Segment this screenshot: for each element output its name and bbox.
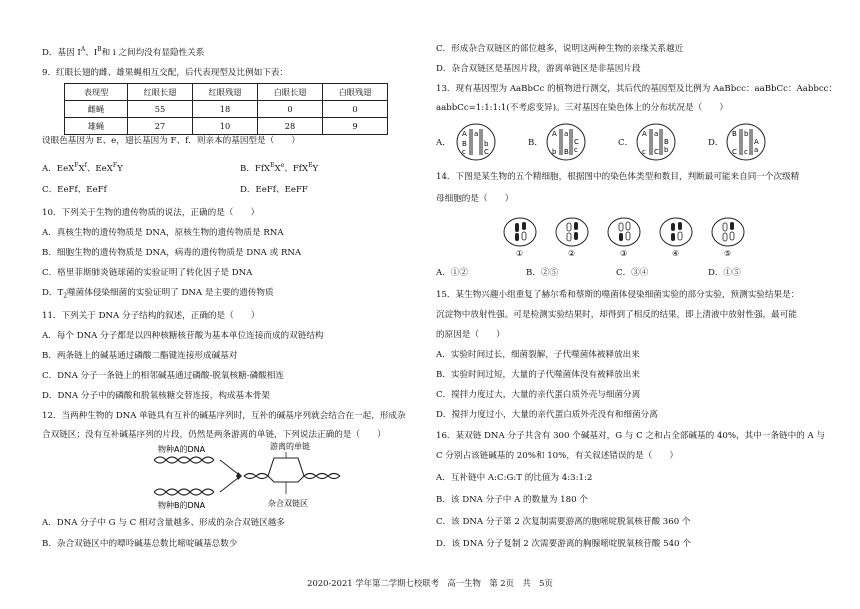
- q16-option-a: A．互补链中 A:C:G:T 的比值为 4:3:1:2: [436, 473, 593, 483]
- q13-cell-d: [724, 122, 768, 162]
- q9-option-c: C．EeFf、EeFf: [42, 185, 107, 195]
- q8-option-d: D．基因 $I^A$、$I^B$和 i 之间均没有显隐性关系: [42, 46, 205, 58]
- q14-option-c: C．③④: [616, 268, 649, 278]
- q10-option-a: A．真核生物的遗传物质是 DNA，原核生物的遗传物质是 RNA: [42, 228, 284, 238]
- figure-label-free: 游离的单链: [270, 442, 310, 451]
- q9-cell: 28: [258, 118, 323, 135]
- svg-text:B: B: [664, 138, 669, 146]
- cell-label: ①: [516, 249, 524, 258]
- svg-text:A: A: [754, 138, 759, 146]
- cell-label: ③: [620, 249, 628, 258]
- q9-cell: 0: [258, 101, 323, 118]
- q12-stem-line1: 12．当两种生物的 DNA 单链具有互补的碱基序列时，互补的碱基序列就会结合在一起，形成杂: [42, 411, 406, 421]
- q12-option-c: C．形成杂合双链区的部位越多，说明这两种生物的亲缘关系越近: [436, 44, 684, 54]
- q13-option-d: D．: [708, 138, 724, 148]
- q13-stem-line2: aabbCc=1:1:1:1(不考虑变异)。三对基因在染色体上的分布状况是（ ）: [436, 103, 728, 113]
- svg-text:c: c: [642, 148, 646, 156]
- q12-option-a: A．DNA 分子中 G 与 C 相对含量越多、形成的杂合双链区越多: [42, 518, 285, 528]
- q11-option-a: A．每个 DNA 分子都是以四种核糖核苷酸为基本单位连接而成的双链结构: [42, 331, 324, 341]
- svg-text:A: A: [462, 130, 467, 138]
- svg-text:a: a: [754, 146, 759, 154]
- q11-option-c: C．DNA 分子一条链上的相邻碱基通过磷酸-脱氧核糖-磷酸相连: [42, 371, 284, 381]
- svg-text:C: C: [654, 148, 659, 156]
- q15-option-d: D．搅拌力度过小，大量的亲代蛋白质外壳没有和细菌分离: [436, 410, 658, 420]
- q9-header-cell: 红眼残翅: [193, 84, 258, 101]
- q10-option-b: B．细胞生物的遗传物质是 DNA，病毒的遗传物质是 DNA 或 RNA: [42, 248, 302, 258]
- q10-option-d: D．$T_2$噬菌体侵染细菌的实验证明了 DNA 是主要的遗传物质: [42, 288, 274, 300]
- q15-option-a: A．实验时间过长，细菌裂解，子代噬菌体被释放出来: [436, 350, 640, 360]
- q15-option-c: C．搅拌力度过大，大量的亲代蛋白质外壳与细菌分离: [436, 390, 641, 400]
- q14-option-b: B．②⑤: [526, 268, 559, 278]
- q12-option-b: B．杂合双链区中的嘌呤碱基总数比嘧啶碱基总数少: [42, 539, 238, 549]
- q9-option-a: A．$EeX^FX^f$、EeX$^F$Y: [42, 162, 123, 174]
- q9-cell: 18: [193, 101, 258, 118]
- q13-option-a: A．: [436, 138, 451, 148]
- q12-option-d: D．杂合双链区是基因片段，游离单链区是非基因片段: [436, 64, 641, 74]
- sperm-cell-5: [712, 218, 744, 258]
- q9-header-cell: 表现型: [65, 84, 128, 101]
- figure-label-hybrid: 杂合双链区: [268, 499, 308, 508]
- q9-option-b: B．FfX$^E$Xe、FfX$^E$Y: [240, 162, 319, 174]
- svg-text:c: c: [462, 148, 466, 156]
- sperm-cell-4: [660, 218, 692, 258]
- q9-option-d: D．EeFf、EeFF: [240, 185, 308, 195]
- svg-text:B: B: [564, 148, 569, 156]
- q14-stem-line1: 14．下图是某生物的五个精细胞，根据图中的染色体类型和数目，判断最可能来自同一个次级精: [436, 172, 800, 182]
- q9-stem: 9．红眼长翅的雌、雄果蝇相互交配，后代表现型及比例如下表：: [42, 68, 289, 78]
- q10-option-c: C．格里菲斯肺炎链球菌的实验证明了转化因子是 DNA: [42, 268, 253, 278]
- q14-stem-line2: 母细胞的是（ ）: [436, 194, 514, 204]
- q9-cell: 27: [128, 118, 193, 135]
- cell-label: ⑤: [724, 249, 732, 258]
- svg-text:a: a: [564, 130, 569, 138]
- svg-text:a: a: [474, 130, 479, 138]
- q14-option-a: A．①②: [436, 268, 468, 278]
- svg-text:a: a: [654, 130, 659, 138]
- q11-option-b: B．两条链上的碱基通过磷酸二酯键连接形成碱基对: [42, 351, 238, 361]
- q16-option-b: B．该 DNA 分子中 A 的数量为 180 个: [436, 495, 588, 505]
- svg-text:C: C: [574, 138, 579, 146]
- q13-option-c: C．: [618, 138, 634, 148]
- q15-stem-line1: 15．某生物兴趣小组重复了赫尔希和蔡斯的噬菌体侵染细菌实验的部分实验，预测实验结果是：: [436, 290, 800, 300]
- q13-cell-a: [454, 122, 498, 162]
- svg-text:B: B: [732, 130, 737, 138]
- q15-stem-line3: 的原因是（ ）: [436, 330, 505, 340]
- q13-option-b: B．: [528, 138, 543, 148]
- svg-text:b: b: [484, 140, 489, 148]
- q9-header-cell: 白眼长翅: [258, 84, 323, 101]
- sperm-cells-figure: [498, 214, 758, 258]
- cell-label: ②: [568, 249, 576, 258]
- q13-stem-line1: 13．现有基因型为 AaBbCc 的植物进行测交，其后代的基因型及比例为 AaBbcc：aaBbCc：Aabbcc：: [436, 84, 838, 94]
- page-footer: 2020-2021 学年第二学期七校联考 高一生物 第 2页 共 5页: [307, 578, 553, 588]
- q9-header-cell: 红眼长翅: [128, 84, 193, 101]
- svg-text:A: A: [552, 130, 557, 138]
- svg-text:c: c: [744, 148, 748, 156]
- q14-option-d: D．①⑤: [708, 268, 741, 278]
- q12-stem-line2: 合双链区；没有互补碱基序列的片段，仍然是两条游离的单链，下列说法正确的是（ ）: [42, 430, 386, 440]
- sperm-cell-1: [504, 218, 536, 258]
- svg-text:A: A: [642, 130, 647, 138]
- svg-text:b: b: [664, 146, 669, 154]
- sperm-cell-2: [556, 218, 588, 258]
- q16-option-d: D．该 DNA 分子复制 2 次需要游离的胸腺嘧啶脱氧核苷酸 540 个: [436, 539, 691, 549]
- q9-cell: 10: [193, 118, 258, 135]
- q11-stem: 11．下列关于 DNA 分子结构的叙述，正确的是（ ）: [42, 311, 260, 321]
- q13-cell-b: [544, 122, 588, 162]
- cell-label: ④: [672, 249, 680, 258]
- figure-label-species-a: 物种A的DNA: [158, 445, 206, 454]
- q11-option-d: D．DNA 分子中的磷酸和脱氧核糖交替连接，构成基本骨架: [42, 391, 270, 401]
- svg-text:c: c: [574, 146, 578, 154]
- q9-cell: 9: [323, 118, 388, 135]
- svg-text:C: C: [732, 148, 737, 156]
- figure-label-species-b: 物种B的DNA: [158, 501, 206, 510]
- svg-text:b: b: [552, 148, 557, 156]
- q16-stem-line1: 16．某双链 DNA 分子共含有 300 个碱基对，G 与 C 之和占全部碱基的 40%，其中一条链中的 A 与: [436, 431, 826, 441]
- q16-stem-line2: C 分别占该链碱基的 20%和 10%，有关叙述错误的是（ ）: [436, 451, 679, 461]
- q9-cell: 雄蝇: [65, 118, 128, 135]
- svg-text:C: C: [484, 148, 489, 156]
- q16-option-c: C．该 DNA 分子第 2 次复制需要游离的胞嘧啶脱氧核苷酸 360 个: [436, 517, 691, 527]
- dna-hybrid-figure: [152, 440, 352, 512]
- svg-text:B: B: [462, 140, 467, 148]
- q15-option-b: B．实验时间过短，大量的子代噬菌体没有被释放出来: [436, 370, 640, 380]
- q9-after: 设眼色基因为 E、e，翅长基因为 F、f．则亲本的基因型是（ ）: [42, 136, 300, 146]
- q10-stem: 10．下列关于生物的遗传物质的说法，正确的是（ ）: [42, 208, 260, 218]
- q13-cell-c: [634, 122, 678, 162]
- q9-cell: 55: [128, 101, 193, 118]
- q9-header-cell: 白眼残翅: [323, 84, 388, 101]
- q9-cell: 雌蝇: [65, 101, 128, 118]
- q15-stem-line2: 沉淀物中放射性强。可是检测实验结果时，却得到了相反的结果，即上清液中放射性强，最可能: [436, 310, 797, 320]
- sperm-cell-3: [608, 218, 640, 258]
- q9-table: [64, 83, 388, 135]
- q9-cell: 0: [323, 101, 388, 118]
- svg-text:b: b: [744, 130, 749, 138]
